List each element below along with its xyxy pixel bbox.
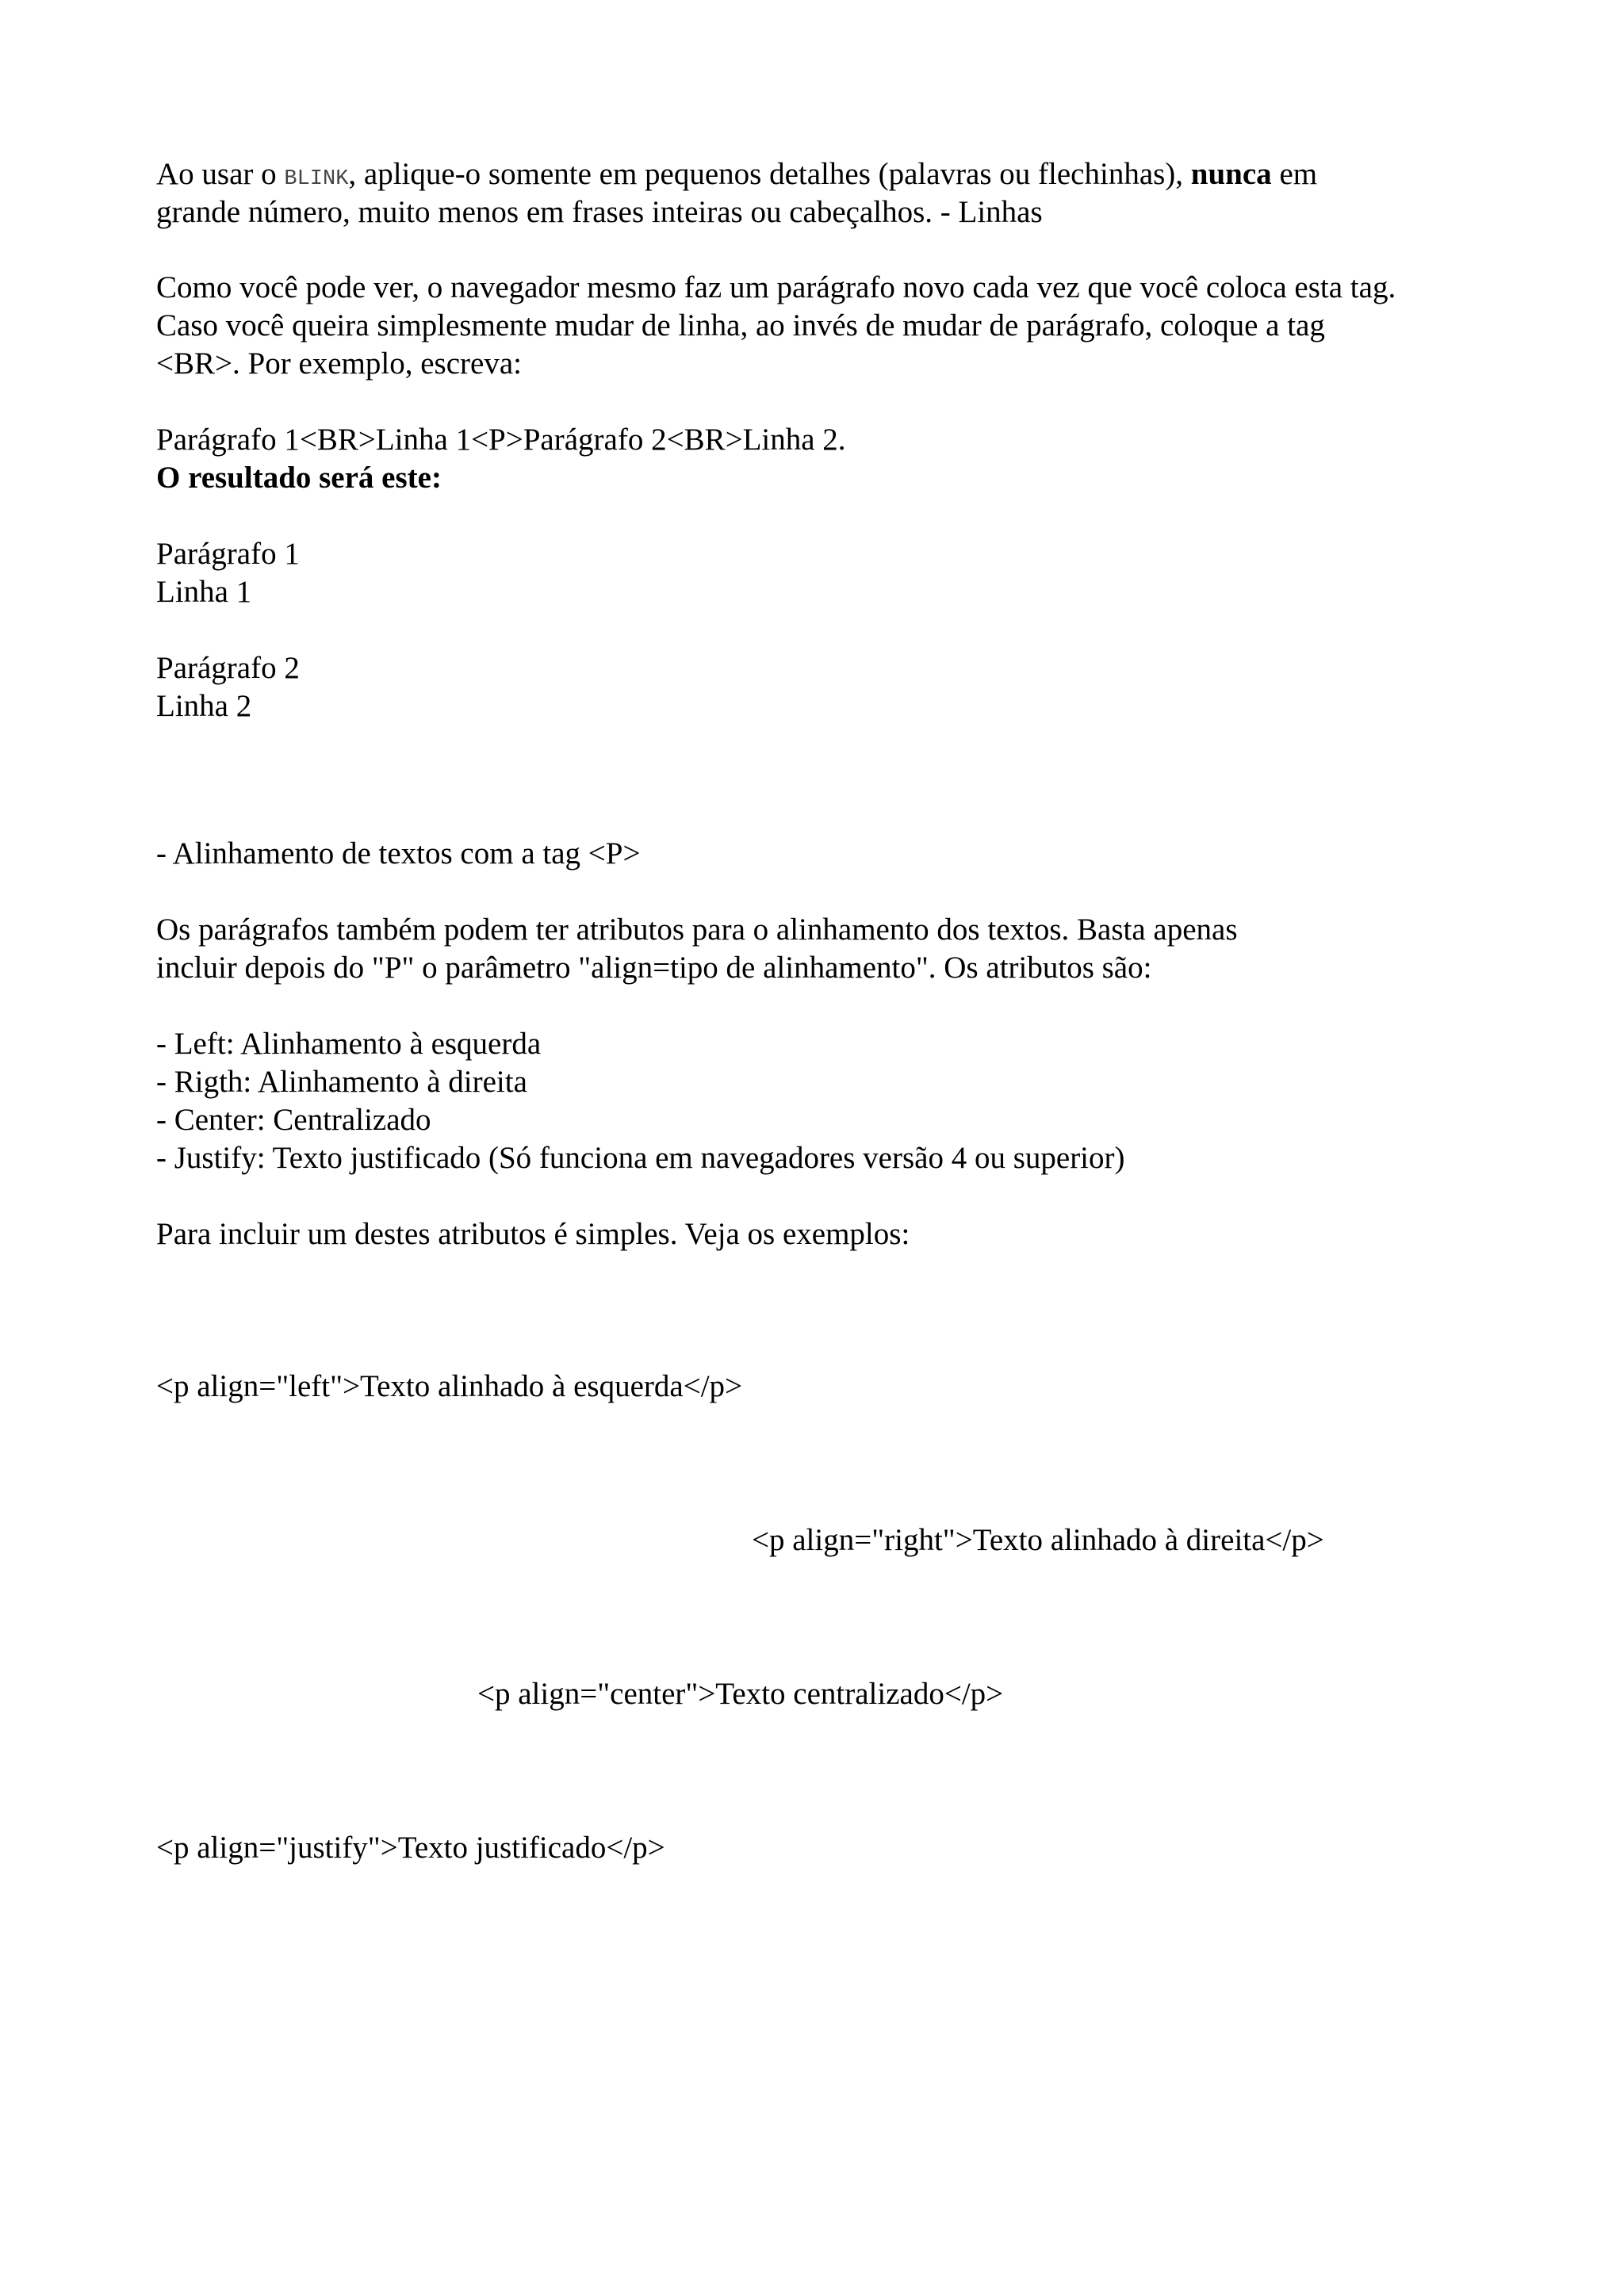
attribute-right: - Rigth: Alinhamento à direita [156, 1065, 527, 1099]
result-paragraph-2: Parágrafo 2 [156, 651, 300, 685]
nunca-emphasis: nunca [1190, 157, 1272, 191]
alignment-desc-line-2: incluir depois do "P" o parâmetro "align=tipo de alinhamento". Os atributos são: [156, 951, 1152, 985]
intro-text: , aplique-o somente em pequenos detalhes (palavras ou flechinhas), [348, 157, 1191, 191]
intro-text: Ao usar o [156, 157, 285, 191]
alignment-desc-line-1: Os parágrafos também podem ter atributos para o alinhamento dos textos. Basta apenas [156, 913, 1238, 947]
result-paragraph-1: Parágrafo 1 [156, 537, 300, 571]
examples-intro: Para incluir um destes atributos é simples. Veja os exemplos: [156, 1217, 910, 1251]
intro-line-1 [156, 155, 1317, 198]
result-label: O resultado será este: [156, 461, 442, 495]
result-line-2: Linha 2 [156, 689, 252, 723]
example-right: <p align="right">Texto alinhado à direita</p> [752, 1523, 1324, 1557]
attribute-left: - Left: Alinhamento à esquerda [156, 1027, 542, 1061]
paragraph-intro-line-1: Como você pode ver, o navegador mesmo faz um parágrafo novo cada vez que você coloca esta tag. [156, 270, 1396, 304]
paragraph-intro-line-2: Caso você queira simplesmente mudar de linha, ao invés de mudar de parágrafo, coloque a tag [156, 308, 1325, 342]
blink-code: BLINK [284, 167, 349, 191]
alignment-heading: - Alinhamento de textos com a tag <P> [156, 836, 641, 871]
example-justify: <p align="justify">Texto justificado</p> [156, 1831, 665, 1865]
example-code: Parágrafo 1<BR>Linha 1<P>Parágrafo 2<BR>Linha 2. [156, 423, 846, 457]
paragraph-intro-line-3: <BR>. Por exemplo, escreva: [156, 346, 522, 381]
attribute-center: - Center: Centralizado [156, 1103, 431, 1137]
result-line-1: Linha 1 [156, 575, 252, 609]
attribute-justify: - Justify: Texto justificado (Só funciona em navegadores versão 4 ou superior) [156, 1141, 1125, 1175]
intro-line-2: grande número, muito menos em frases inteiras ou cabeçalhos. - Linhas [156, 195, 1043, 229]
example-left: <p align="left">Texto alinhado à esquerda</p> [156, 1369, 743, 1403]
intro-text: em [1271, 157, 1318, 191]
example-center: <p align="center">Texto centralizado</p> [477, 1677, 1004, 1711]
